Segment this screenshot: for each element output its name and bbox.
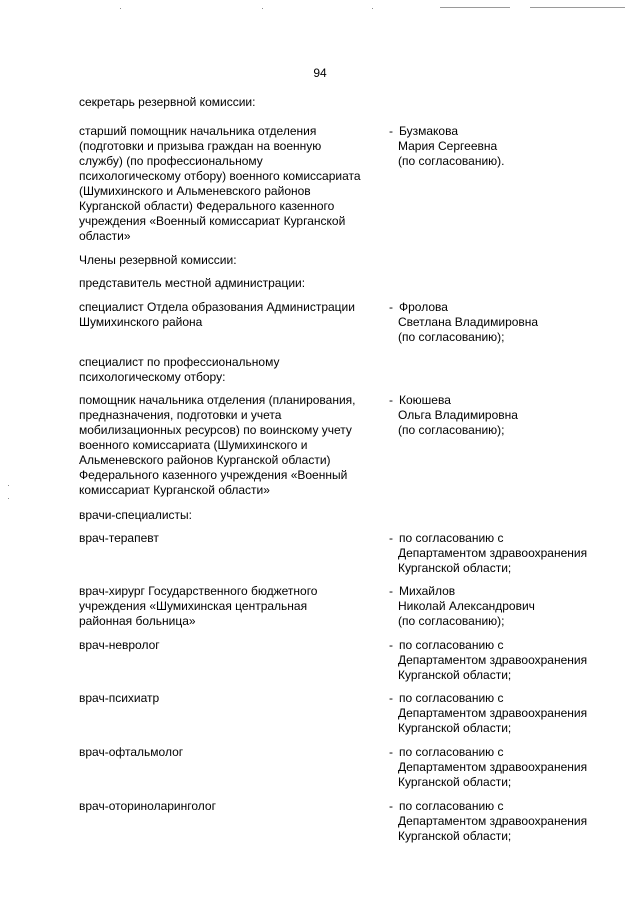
member-name: - Бузмакова Мария Сергеевна (по согласованию). (389, 124, 505, 168)
member-name: - Коюшева Ольга Владимировна (по согласованию); (389, 393, 518, 437)
member-name: - по согласованию с Департаментом здравоохранения Курганской области; (389, 638, 588, 682)
member-position: врач-хирург Государственного бюджетного учреждения «Шумихинская центральная районная больница» (79, 584, 318, 628)
members-heading: Члены резервной комиссии: (79, 253, 237, 267)
member-position: специалист Отдела образования Администрации Шумихинского района (79, 300, 355, 329)
member-position: врач-терапевт (79, 531, 159, 545)
scan-artifact-speck (8, 485, 9, 486)
psych-heading: специалист по профессиональному психологическому отбору: (79, 355, 280, 384)
scan-artifact-speck (8, 498, 9, 499)
doctors-heading: врачи-специалисты: (79, 508, 192, 522)
member-name: - по согласованию с Департаментом здравоохранения Курганской области; (389, 691, 588, 735)
member-position: врач-офтальмолог (79, 745, 184, 759)
local-admin-heading: представитель местной администрации: (79, 276, 306, 290)
scan-artifact-speck (262, 8, 263, 9)
secretary-heading: секретарь резервной комиссии: (79, 95, 256, 109)
member-position: врач-оториноларинголог (79, 799, 216, 813)
member-position: старший помощник начальника отделения (подготовки и призыва граждан на военную службу) (по профессиональному психологическому отбору) военного комиссариата (Шумихинского и Альменевского районов Курганской области) Федерального казенного учреждения «Военный комиссариат Курганской области» (79, 124, 361, 243)
scan-artifact-line (530, 7, 625, 8)
member-position: врач-невролог (79, 638, 160, 652)
member-position: помощник начальника отделения (планирования, предназначения, подготовки и учета мобилизационных ресурсов) по воинскому учету военного комиссариата (Шумихинского и Альменевского районов Курганской области) Федерального казенного учреждения «Военный комиссариат Курганской области» (79, 393, 356, 497)
scan-artifact-speck (372, 8, 373, 9)
member-name: - по согласованию с Департаментом здравоохранения Курганской области; (389, 799, 588, 843)
member-name: - Фролова Светлана Владимировна (по согласованию); (389, 300, 539, 344)
scan-artifact-speck (120, 8, 121, 9)
member-name: - по согласованию с Департаментом здравоохранения Курганской области; (389, 531, 588, 575)
scan-artifact-line (440, 7, 510, 8)
member-name: - по согласованию с Департаментом здравоохранения Курганской области; (389, 745, 588, 789)
member-name: - Михайлов Николай Александрович (по согласованию); (389, 584, 535, 628)
member-position: врач-психиатр (79, 691, 160, 705)
page-number: 94 (313, 66, 327, 80)
